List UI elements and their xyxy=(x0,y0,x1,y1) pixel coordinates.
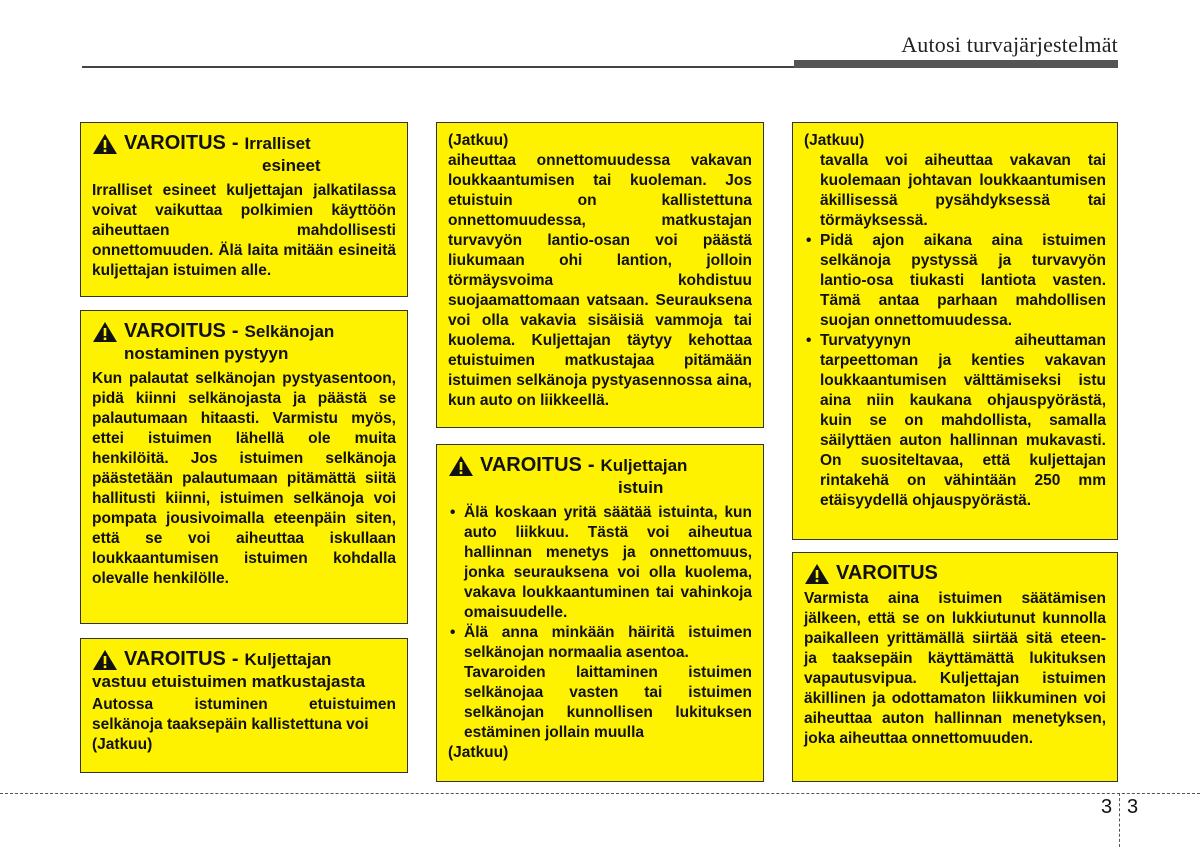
warning-heading xyxy=(448,453,752,499)
page-header-title: Autosi turvajärjestelmät xyxy=(901,32,1118,57)
warning-heading xyxy=(804,561,1106,585)
warning-label: VAROITUS xyxy=(480,454,582,476)
continued-label: (Jatkuu) xyxy=(804,132,865,149)
warning-triangle-icon xyxy=(92,133,118,155)
warning-label: VAROITUS xyxy=(836,562,938,584)
warning-body: Varmista aina istuimen säätämisen jälkeen, että se on lukkiutunut kunnolla paikalleen yrittämällä siirtää sitä eteen- ja taaksepäin käyttämättä lukituksen vapautusvipua. Kuljettajan istuimen äkillinen ja odottamaton liikkuminen voi aiheuttaa auton hallinnan menetyksen, joka aiheuttaa onnettomuuden. xyxy=(804,590,1106,747)
warning-triangle-icon xyxy=(804,563,830,585)
warning-subtitle-cont: nostaminen pystyyn xyxy=(124,344,289,363)
warning-dash: - xyxy=(231,648,239,670)
warning-triangle-icon xyxy=(92,649,118,671)
warning-dash: - xyxy=(231,320,239,342)
warning-heading xyxy=(92,131,396,177)
warning-body: Kun palautat selkänojan pystyasentoon, pidä kiinni selkänojasta ja päästä se palautumaan hitaasti. Varmistu myös, ettei istuimen lähellä ole muita henkilöitä. Jos istuimen selkänoja päästetään palautumaan pitämättä siitä hallitusti kiinni, istuimen selkänoja voi pompata jousivoimalla eteenpäin siten, että se voi aiheuttaa iskullaan loukkaantumisen istuimen kohdalla olevalle henkilölle. xyxy=(92,370,396,587)
warning-label: VAROITUS xyxy=(124,648,226,670)
warning-box-passenger-responsibility xyxy=(80,638,408,773)
warning-heading xyxy=(92,319,396,365)
list-item: • Älä koskaan yritä säätää istuinta, kun auto liikkuu. Tästä voi aiheutua hallinnan menetys ja onnettomuus, jonka seurauksena voi olla kuolema, vakava loukkaantuminen tai vahinkoja omaisuudelle. xyxy=(448,503,752,623)
list-item: • Turvatyynyn aiheuttaman tarpeettoman ja kenties vakavan loukkaantumisen välttämiseksi istu aina niin kaukana ohjauspyörästä, kuin se on mahdollista, samalla säilyttäen auton hallinnan mukavasti. On suositeltavaa, että kuljettajan rintakehä on vähintään 250 mm etäisyydellä ohjauspyörästä. xyxy=(804,331,1106,511)
warning-heading xyxy=(92,647,396,671)
warning-dash: - xyxy=(231,132,239,154)
warning-bullet-list xyxy=(804,231,1106,511)
warning-bullet-list xyxy=(448,503,752,663)
warning-box-seatback-raise xyxy=(80,310,408,624)
warning-box-continued-driver-seat xyxy=(792,122,1118,540)
warning-box-driver-seat xyxy=(436,444,764,782)
warning-dash: - xyxy=(587,454,595,476)
list-item: • Älä anna minkään häiritä istuimen selkänojan normaalia asentoa. xyxy=(448,623,752,663)
warning-label: VAROITUS xyxy=(124,132,226,154)
warning-subtitle-cont: istuin xyxy=(618,478,664,497)
warning-body: Irralliset esineet kuljettajan jalkatilassa voivat vaikuttaa polkimien käyttöön aiheuttaen mahdollisesti onnettomuuden. Älä laita mitään esineitä kuljettajan istuimen alle. xyxy=(92,182,396,279)
footer-page-divider xyxy=(1119,793,1120,847)
header-rule xyxy=(82,66,794,68)
continued-label: (Jatkuu) xyxy=(92,736,153,753)
warning-subtitle: Irralliset xyxy=(244,134,311,153)
continued-label: (Jatkuu) xyxy=(448,744,509,761)
header-rule-thick xyxy=(794,60,1118,68)
warning-triangle-icon xyxy=(448,455,474,477)
warning-subtitle-cont: esineet xyxy=(262,156,321,175)
footer-dotted-rule xyxy=(0,793,1200,794)
list-item: • Pidä ajon aikana aina istuimen selkänoja pystyssä ja turvavyön lantio-osa tiukasti lantiota vasten. Tämä antaa parhaan mahdollisen suojan onnettomuudessa. xyxy=(804,231,1106,331)
warning-subtitle: Selkänojan xyxy=(244,322,335,341)
continued-label: (Jatkuu) xyxy=(448,132,509,149)
warning-label: VAROITUS xyxy=(124,320,226,342)
warning-subtitle: Kuljettajan xyxy=(600,456,688,475)
warning-subtitle-cont: vastuu etuistuimen matkustajasta xyxy=(92,672,366,691)
warning-body: tavalla voi aiheuttaa vakavan tai kuolemaan johtavan loukkaantumisen äkillisessä pysähdyksessä tai törmäyksessä. xyxy=(820,152,1106,229)
warning-box-continued-reclined-seat xyxy=(436,122,764,428)
warning-box-seat-lock xyxy=(792,552,1118,782)
warning-subtitle: Kuljettajan xyxy=(244,650,332,669)
page-number: 3 xyxy=(1127,796,1139,818)
warning-body: Autossa istuminen etuistuimen selkänoja taaksepäin kallistettuna voi xyxy=(92,696,396,733)
warning-body: aiheuttaa onnettomuudessa vakavan loukkaantumisen tai kuoleman. Jos etuistuin on kallistettuna onnettomuudessa, matkustajan turvavyön lantio-osan voi päästä liukumaan ohi lantion, jolloin törmäysvoima kohdistuu suojaamattomaan vatsaan. Seurauksena voi olla vakavia sisäisiä vammoja tai kuolema. Kuljettajan täytyy kehottaa etuistuimen matkustajaa pitämään istuimen selkänoja pystyasennossa aina, kun auto on liikkeellä. xyxy=(448,152,752,409)
warning-body: Tavaroiden laittaminen istuimen selkänojaa vasten tai istuimen selkänojan kunnollisen lukituksen estäminen jollain muulla xyxy=(464,664,752,741)
warning-triangle-icon xyxy=(92,321,118,343)
page-number-chapter: 3 xyxy=(1101,796,1113,818)
warning-box-loose-objects xyxy=(80,122,408,297)
